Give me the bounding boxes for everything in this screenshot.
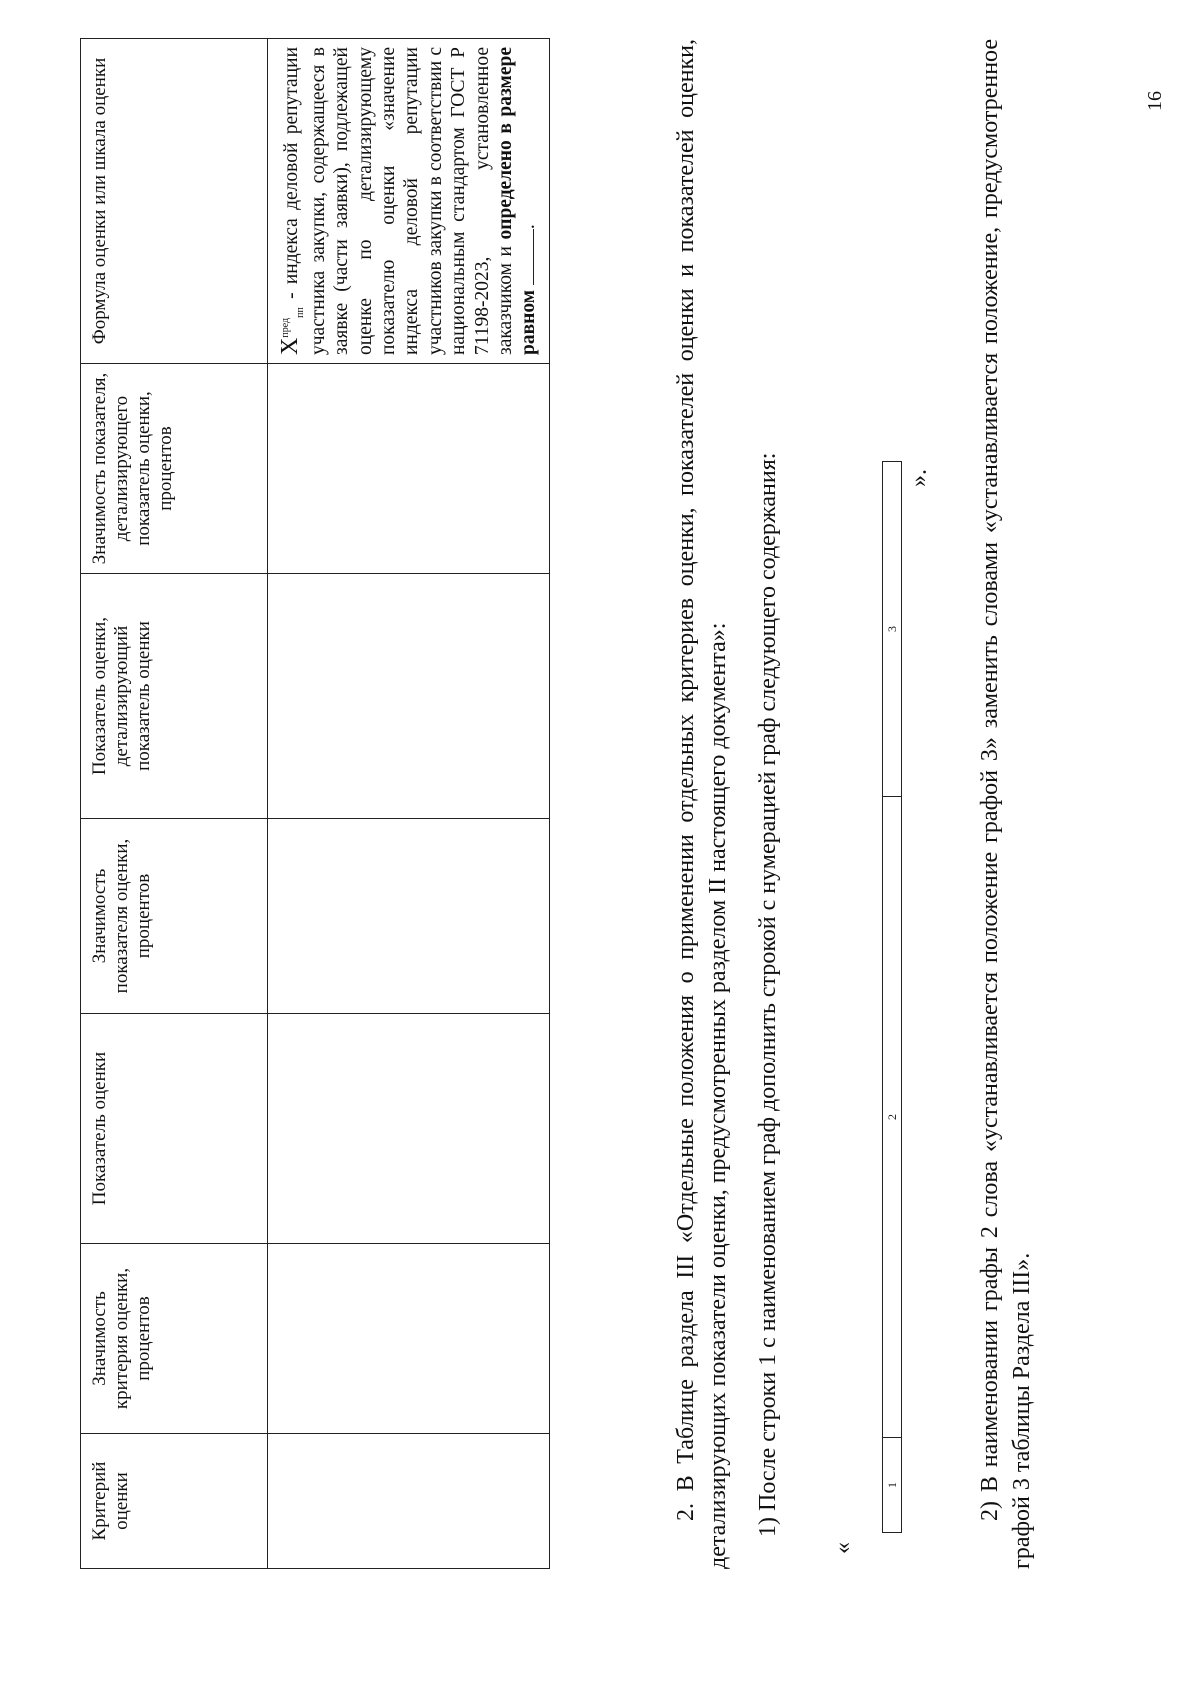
- formula-symbol: $X^{пред}_{пп}$: [277, 307, 306, 355]
- header-criterion-weight: Значимость критерия оценки, процентов: [81, 1244, 268, 1434]
- blank-line: [517, 229, 534, 285]
- paragraph-amendment-2: 2. В Таблице раздела III «Отдельные положения о применении отдельных критериев оценки, показателей оценки и показателей оценки, детализирующих показатели оценки, предусмотренных разделом II настоящего документа»:: [673, 39, 732, 1569]
- formula-text-bold: определено в размере равном: [494, 47, 540, 355]
- numbering-cell: 3: [883, 462, 902, 797]
- header-criterion: Критерий оценки: [81, 1434, 268, 1569]
- formula-cell: [268, 39, 550, 364]
- header-detail-indicator-weight: Значимость показателя, детализирующего показатель оценки, процентов: [81, 364, 268, 574]
- empty-cell: [268, 574, 550, 819]
- empty-cell: [268, 364, 550, 574]
- header-indicator: Показатель оценки: [81, 1014, 268, 1244]
- paragraph-item-1: 1) После строки 1 с наименованием граф дополнить строкой с нумерацией граф следующего содержания:: [755, 452, 781, 1537]
- header-detail-indicator: Показатель оценки, детализирующий показатель оценки: [81, 574, 268, 819]
- formula-text: - индекса деловой репутации участника закупки, содержащееся в заявке (части заявки), подлежащей оценке по детализирующему показателю оценки «значение индекса деловой репутации участников закупки в соответствии с национальным стандартом ГОСТ Р 71198-2023, установленное заказчиком и: [281, 46, 516, 355]
- header-formula: Формула оценки или шкала оценки: [81, 39, 268, 364]
- numbering-cell: 1: [883, 1438, 902, 1533]
- formula-end: .: [518, 224, 540, 230]
- header-indicator-weight: Значимость показателя оценки, процентов: [81, 819, 268, 1014]
- table-header-row: [81, 39, 268, 1569]
- numbering-row: [883, 462, 902, 1533]
- numbering-row-table: [882, 461, 902, 1533]
- empty-cell: [268, 1244, 550, 1434]
- numbering-cell: 2: [883, 797, 902, 1438]
- quote-open: «: [830, 1542, 856, 1554]
- empty-cell: [268, 1014, 550, 1244]
- evaluation-table: [80, 38, 550, 1569]
- empty-cell: [268, 819, 550, 1014]
- quote-close: ».: [906, 469, 932, 487]
- table-row: [268, 39, 550, 1569]
- paragraph-item-2: 2) В наименовании графы 2 слова «устанавливается положение графой 3» заменить словами «устанавливается положение, предусмотренное графой 3 таблицы Раздела III».: [977, 39, 1036, 1569]
- page-number: 16: [1144, 91, 1166, 111]
- empty-cell: [268, 1434, 550, 1569]
